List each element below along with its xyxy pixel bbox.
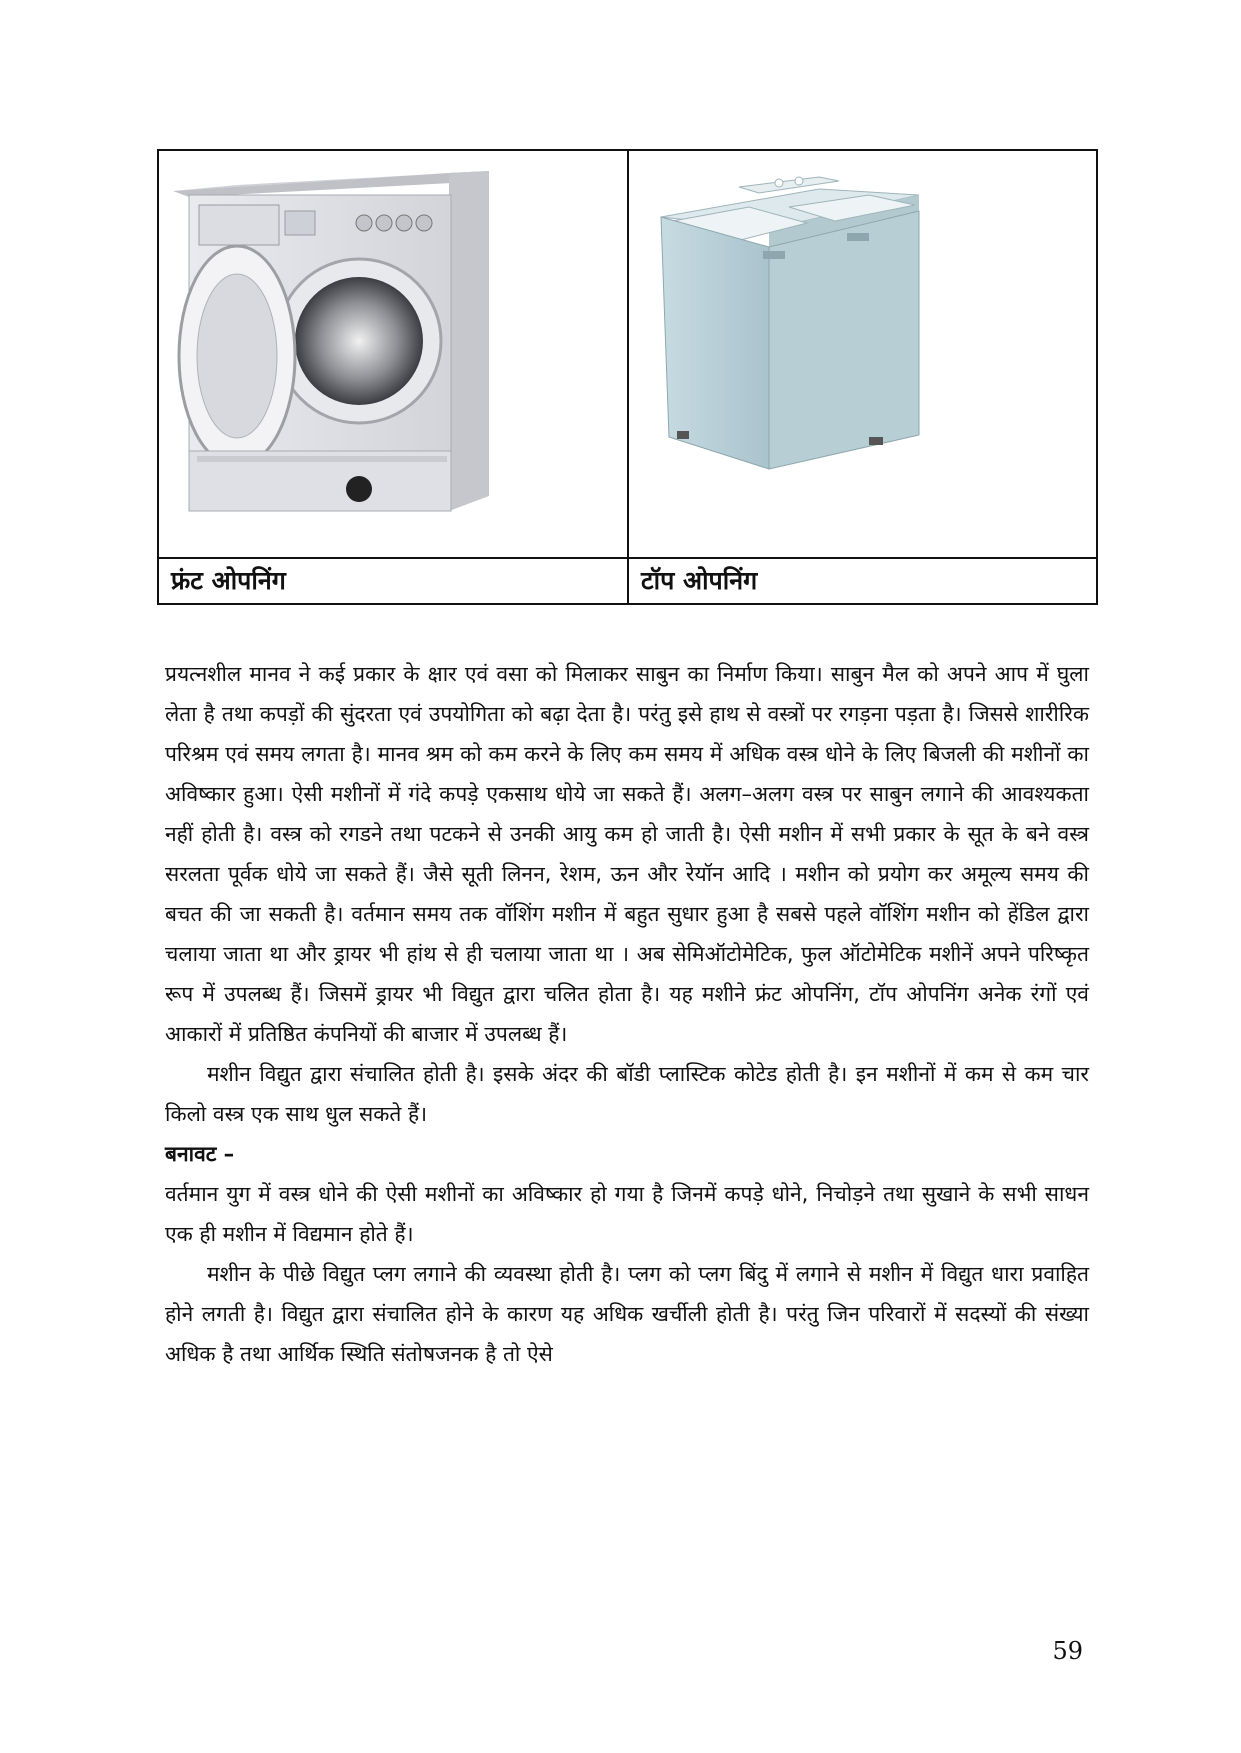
section-heading: बनावट – — [165, 1142, 235, 1166]
paragraph-plug: मशीन के पीछे विद्युत प्लग लगाने की व्यवस्था होती है। प्लग को प्लग बिंदु में लगाने से मशीन में विद्युत धारा प्रवाहित होने लगती है। विद्युत द्वारा संचालित होने के कारण यह अधिक खर्चीली होती है। परंतु जिन परिवारों में सदस्यों की संख्या अधिक है तथा आर्थिक स्थिति संतोषजनक है तो ऐसे — [165, 1262, 1089, 1366]
front-loading-washer-image — [159, 151, 627, 557]
paragraph-machine: मशीन विद्युत द्वारा संचालित होती है। इसके अंदर की बॉडी प्लास्टिक कोटेड होती है। इन मशीनों में कम से कम चार किलो वस्त्र एक साथ धुल सकते हैं। — [165, 1062, 1089, 1126]
caption-top-opening: टॉप ओपनिंग — [641, 566, 758, 595]
paragraph-construction: वर्तमान युग में वस्त्र धोने की ऐसी मशीनों का अविष्कार हो गया है जिनमें कपड़े धोने, निचोड़ने तथा सुखाने के सभी साधन एक ही मशीन में विद्यमान होते हैं। — [165, 1182, 1089, 1246]
table-divider-horizontal — [159, 557, 1096, 559]
page-number: 59 — [1052, 1637, 1083, 1665]
body-text-1 — [165, 654, 1089, 1374]
paragraph-intro: प्रयत्नशील मानव ने कई प्रकार के क्षार एवं वसा को मिलाकर साबुन का निर्माण किया। साबुन मैल को अपने आप में घुला लेता है तथा कपड़ों की सुंदरता एवं उपयोगिता को बढ़ा देता है। परंतु इसे हाथ से वस्त्रों पर रगड़ना पड़ता है। जिससे शारीरिक परिश्रम एवं समय लगता है। मानव श्रम को कम करने के लिए कम समय में अधिक वस्त्र धोने के लिए बिजली की मशीनों का अविष्कार हुआ। ऐसी मशीनों में गंदे कपड़े एकसाथ धोये जा सकते हैं। अलग–अलग वस्त्र पर साबुन लगाने की आवश्यकता नहीं होती है। वस्त्र को रगडने तथा पटकने से उनकी आयु कम हो जाती है। ऐसी मशीन में सभी प्रकार के सूत के बने वस्त्र सरलता पूर्वक धोये जा सकते हैं। जैसे सूती लिनन, रेशम, ऊन और रेयॉन आदि । मशीन को प्रयोग कर अमूल्य समय की बचत की जा सकती है। वर्तमान समय तक वॉशिंग मशीन में बहुत सुधार हुआ है सबसे पहले वॉशिंग मशीन को हेंडिल द्वारा चलाया जाता था और ड्रायर भी हांथ से ही चलाया जाता था । अब सेमिऑटोमेटिक, फुल ऑटोमेटिक मशीनें अपने परिष्कृत रूप में उपलब्ध हैं। जिसमें ड्रायर भी विद्युत द्वारा चलित होता है। यह मशीने फ्रंट ओपनिंग, टॉप ओपनिंग अनेक रंगों एवं आकारों में प्रतिष्ठित कंपनियों की बाजार में उपलब्ध हैं। — [165, 662, 1089, 1046]
figure-table — [157, 149, 1098, 605]
caption-front-opening: फ्रंट ओपनिंग — [171, 566, 286, 595]
top-loading-washer-image — [629, 151, 1098, 557]
